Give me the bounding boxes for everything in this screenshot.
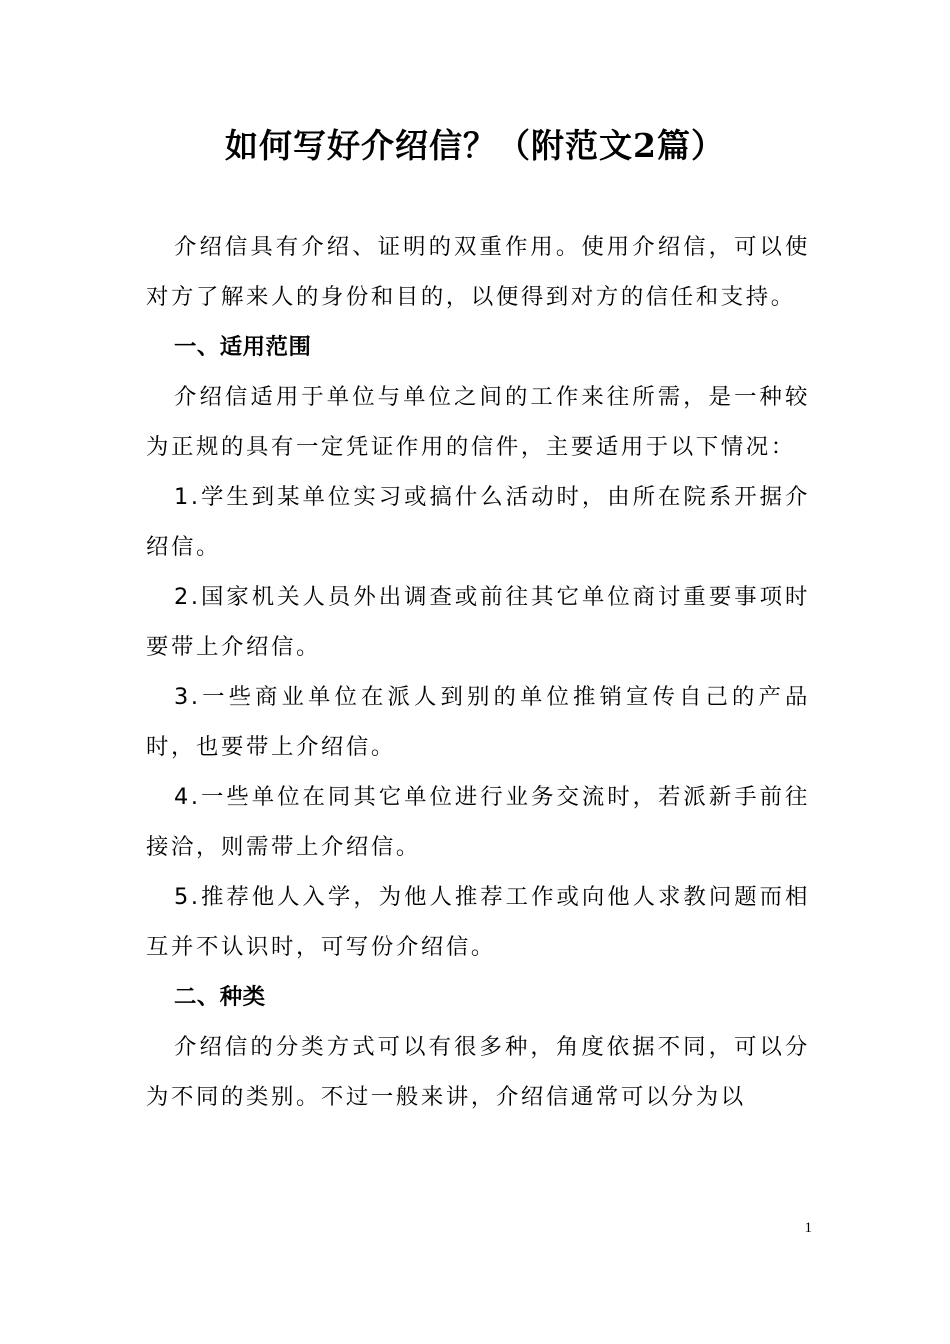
list-item-4: 4.一些单位在同其它单位进行业务交流时，若派新手前往接洽，则需带上介绍信。	[146, 784, 810, 860]
list-item-5: 5.推荐他人入学，为他人推荐工作或向他人求教问题而相互并不认识时，可写份介绍信。	[146, 884, 810, 960]
document-title: 如何写好介绍信？（附范文2篇）	[225, 126, 725, 165]
section-heading-types: 二、种类	[174, 984, 266, 1010]
page-number: 1	[804, 1220, 812, 1236]
list-item-3: 3.一些商业单位在派人到别的单位推销宣传自己的产品时，也要带上介绍信。	[146, 684, 810, 760]
document-body	[146, 222, 810, 1122]
paragraph-scope: 介绍信适用于单位与单位之间的工作来往所需，是一种较为正规的具有一定凭证作用的信件，主要适用于以下情况：	[146, 384, 810, 460]
list-item-1: 1.学生到某单位实习或搞什么活动时，由所在院系开据介绍信。	[146, 484, 810, 560]
paragraph-intro: 介绍信具有介绍、证明的双重作用。使用介绍信，可以使对方了解来人的身份和目的，以便得到对方的信任和支持。	[146, 234, 810, 310]
section-heading-scope: 一、适用范围	[174, 334, 312, 360]
list-item-2: 2.国家机关人员外出调查或前往其它单位商讨重要事项时要带上介绍信。	[146, 584, 810, 660]
paragraph-types: 介绍信的分类方式可以有很多种，角度依据不同，可以分为不同的类别。不过一般来讲，介绍信通常可以分为以	[146, 1034, 810, 1110]
